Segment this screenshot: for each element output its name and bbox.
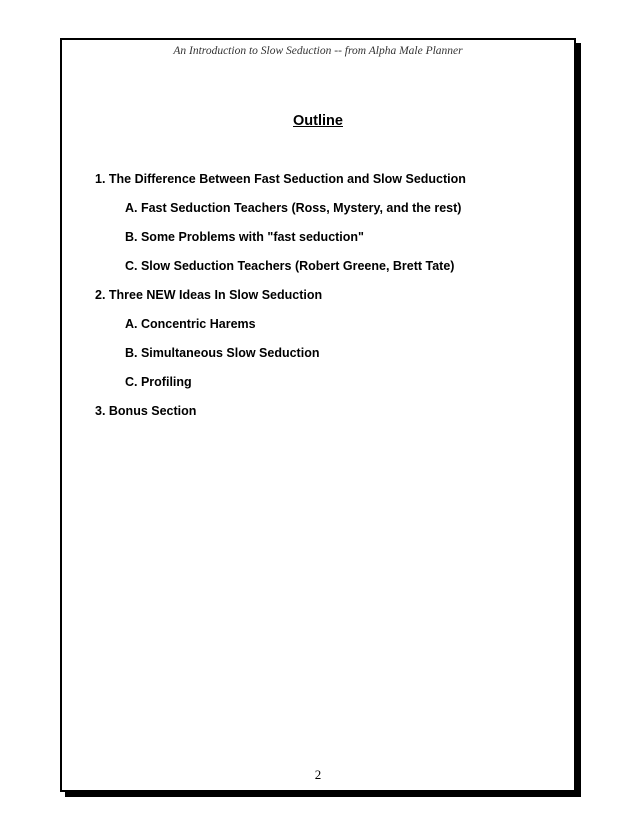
outline-subitem-2b: B. Simultaneous Slow Seduction xyxy=(125,346,320,360)
outline-subitem-2a: A. Concentric Harems xyxy=(125,317,256,331)
outline-subitem-1c: C. Slow Seduction Teachers (Robert Greene, Brett Tate) xyxy=(125,259,455,273)
outline-list xyxy=(95,171,466,432)
outline-subitem-1b: B. Some Problems with "fast seduction" xyxy=(125,230,364,244)
page-frame xyxy=(60,38,576,792)
outline-subitem-1a: A. Fast Seduction Teachers (Ross, Mystery, and the rest) xyxy=(125,201,462,215)
page-number: 2 xyxy=(314,767,322,782)
outline-title: Outline xyxy=(293,113,343,129)
outline-section-2: 2. Three NEW Ideas In Slow Seduction xyxy=(95,288,323,302)
outline-section-3: 3. Bonus Section xyxy=(95,404,197,418)
running-header: An Introduction to Slow Seduction -- from Alpha Male Planner xyxy=(173,45,463,57)
outline-subitem-2c: C. Profiling xyxy=(125,375,192,389)
outline-section-1: 1. The Difference Between Fast Seduction and Slow Seduction xyxy=(95,172,466,186)
